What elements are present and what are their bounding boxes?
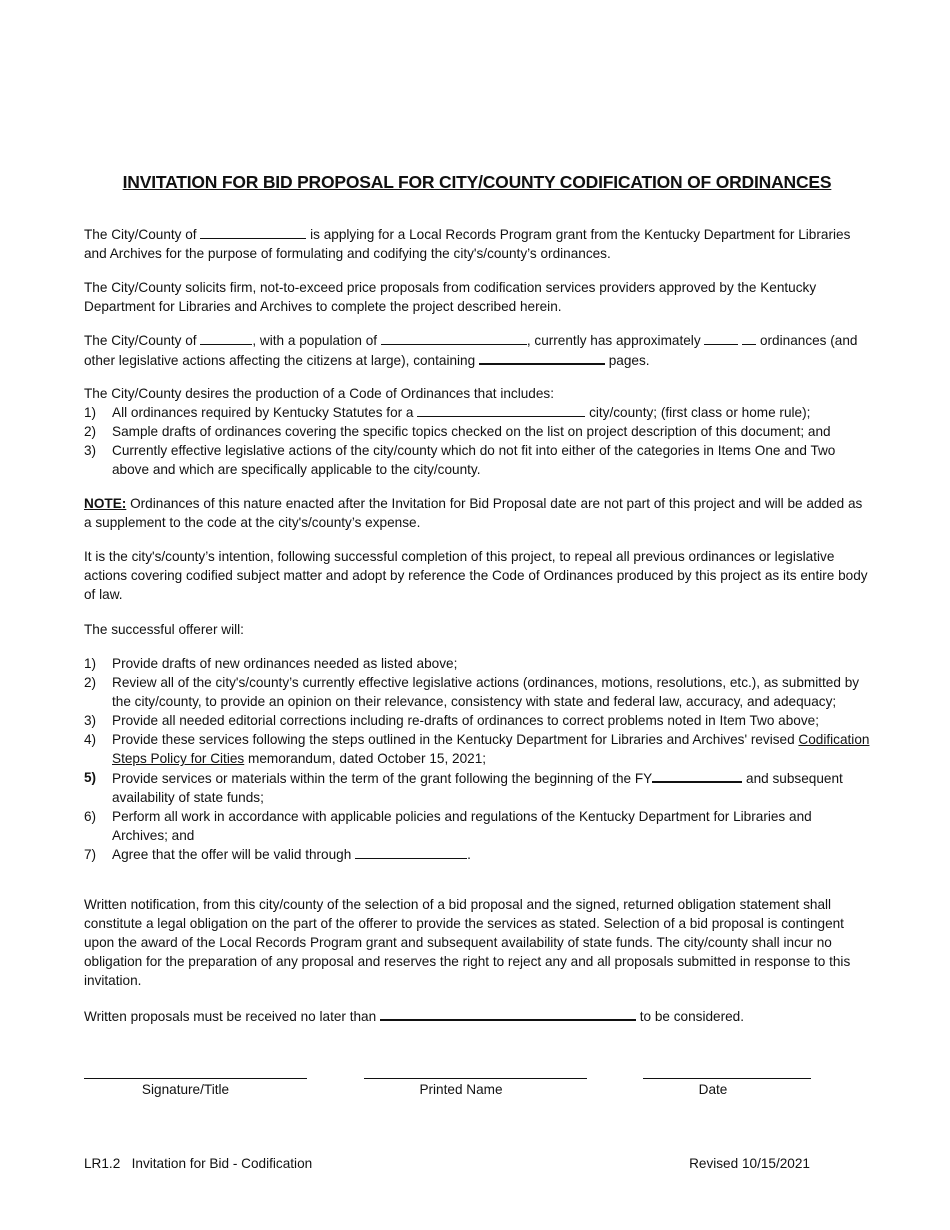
text: to be considered. [639, 1009, 745, 1024]
population-paragraph [84, 331, 870, 370]
list-item [84, 730, 870, 768]
list-item [84, 422, 870, 441]
text: Sample drafts of ordinances covering the specific topics checked on the list on project description of this document; and [112, 424, 831, 439]
text: Written proposals must be received no later than [84, 1009, 377, 1024]
text: is applying for a Local Records Program grant from the Kentucky Department for Libraries and Archives for the purpose of formulating and codifying the city's/county’s ordinances. [84, 227, 851, 261]
deadline-field[interactable] [380, 1006, 636, 1021]
valid-through-field[interactable] [355, 845, 467, 859]
list-number: 2) [84, 675, 97, 690]
list-number: 3) [84, 713, 97, 728]
date-line[interactable] [643, 1078, 811, 1079]
list-number: 4) [84, 732, 97, 747]
text: Provide drafts of new ordinances needed as listed above; [112, 656, 458, 671]
text: Provide all needed editorial corrections including re-drafts of ordinances to correct problems noted in Item Two above; [112, 713, 820, 728]
solicitation-paragraph: The City/County solicits firm, not-to-exceed price proposals from codification services providers approved by the Kentucky Department for Libraries and Archives to complete the project described herein. [84, 280, 817, 314]
list-item [84, 441, 870, 479]
text: Perform all work in accordance with applicable policies and regulations of the Kentucky Department for Libraries and Archives; and [112, 809, 812, 843]
list-number: 1) [84, 405, 97, 420]
text: The City/County of [84, 227, 197, 242]
text: , with a population of [252, 333, 378, 348]
text: The City/County of [84, 333, 197, 348]
printed-name-line[interactable] [364, 1078, 587, 1079]
text: Provide services or materials within the term of the grant following the beginning of the FY [112, 771, 653, 786]
intro-paragraph [84, 225, 870, 263]
footer-revised: Revised 10/15/2021 [689, 1156, 810, 1171]
text: and subsequent availability of state funds; [112, 771, 843, 805]
list-number: 1) [84, 656, 97, 671]
offerer-list [84, 654, 870, 864]
list-item [84, 845, 870, 864]
list-number: 2) [84, 424, 97, 439]
list-item [84, 654, 870, 673]
text: . [467, 847, 471, 862]
list-item [84, 711, 870, 730]
text: All ordinances required by Kentucky Statutes for a [112, 405, 414, 420]
footer-form-id: LR1.2 Invitation for Bid - Codification [84, 1156, 313, 1171]
text: , currently has approximately [526, 333, 701, 348]
text: ordinances (and other legislative actions affecting the citizens at large), containing [84, 333, 858, 368]
text: Currently effective legislative actions of the city/county which do not fit into either of the categories in Items One and Two above and which are specifically applicable to the city/county. [112, 443, 836, 477]
city-class-field[interactable] [417, 403, 585, 417]
text: Agree that the offer will be valid through [112, 847, 352, 862]
list-number: 5) [84, 770, 97, 785]
printed-name-label: Printed Name [419, 1082, 503, 1097]
city-county-name-field-2[interactable] [200, 331, 252, 345]
page-title: INVITATION FOR BID PROPOSAL FOR CITY/COUNTY CODIFICATION OF ORDINANCES [122, 172, 832, 192]
text: memorandum, dated October 15, 2021; [248, 751, 487, 766]
deadline-paragraph [84, 1006, 870, 1026]
note-paragraph [84, 494, 870, 532]
code-includes-list [84, 403, 870, 479]
signature-label: Signature/Title [141, 1082, 230, 1097]
text: Ordinances of this nature enacted after the Invitation for Bid Proposal date are not part of this project and will be added as a supplement to the code at the city's/county’s expense. [84, 496, 863, 530]
date-label: Date [698, 1082, 728, 1097]
ordinance-count-field[interactable] [704, 331, 738, 345]
list-item [84, 768, 870, 807]
list-number: 6) [84, 809, 97, 824]
text: city/county; (first class or home rule); [589, 405, 811, 420]
notification-paragraph: Written notification, from this city/county of the selection of a bid proposal and the signed, returned obligation statement shall constitute a legal obligation on the part of the offerer to provide the services as stated. Selection of a bid proposal is contingent upon the award of the Local Records Program grant and subsequent availability of state funds. The city/county shall incur no obligation for the preparation of any proposal and reserves the right to reject any and all proposals submitted in response to this invitation. [84, 897, 851, 988]
list-item [84, 403, 870, 422]
text: pages. [608, 353, 650, 368]
list-number: 7) [84, 847, 97, 862]
intention-paragraph: It is the city's/county’s intention, following successful completion of this project, to repeal all previous ordinances or legislative actions covering codified subject matter and adopt by reference the Code of Ordinances produced by this project as its entire body of law. [84, 549, 868, 602]
signature-line[interactable] [84, 1078, 307, 1079]
ordinance-count-field-2[interactable] [742, 331, 756, 345]
note-label: NOTE: [84, 496, 127, 511]
fiscal-year-field[interactable] [652, 768, 742, 783]
page-count-field[interactable] [479, 350, 605, 365]
text: Provide these services following the steps outlined in the Kentucky Department for Libraries and Archives' revised [112, 732, 795, 747]
offerer-intro: The successful offerer will: [84, 622, 244, 637]
list-number: 3) [84, 443, 97, 458]
population-field[interactable] [381, 331, 527, 345]
list-item [84, 673, 870, 711]
list-item [84, 807, 870, 845]
text: Review all of the city's/county’s currently effective legislative actions (ordinances, motions, resolutions, etc.), as submitted by the city/county, to provide an opinion on their relevance, consistency with state and federal law, accuracy, and adequacy; [112, 675, 860, 709]
city-county-name-field[interactable] [200, 225, 306, 239]
code-intro: The City/County desires the production of a Code of Ordinances that includes: [84, 386, 554, 401]
policy-link[interactable]: Codification Steps Policy for Cities [112, 732, 870, 766]
